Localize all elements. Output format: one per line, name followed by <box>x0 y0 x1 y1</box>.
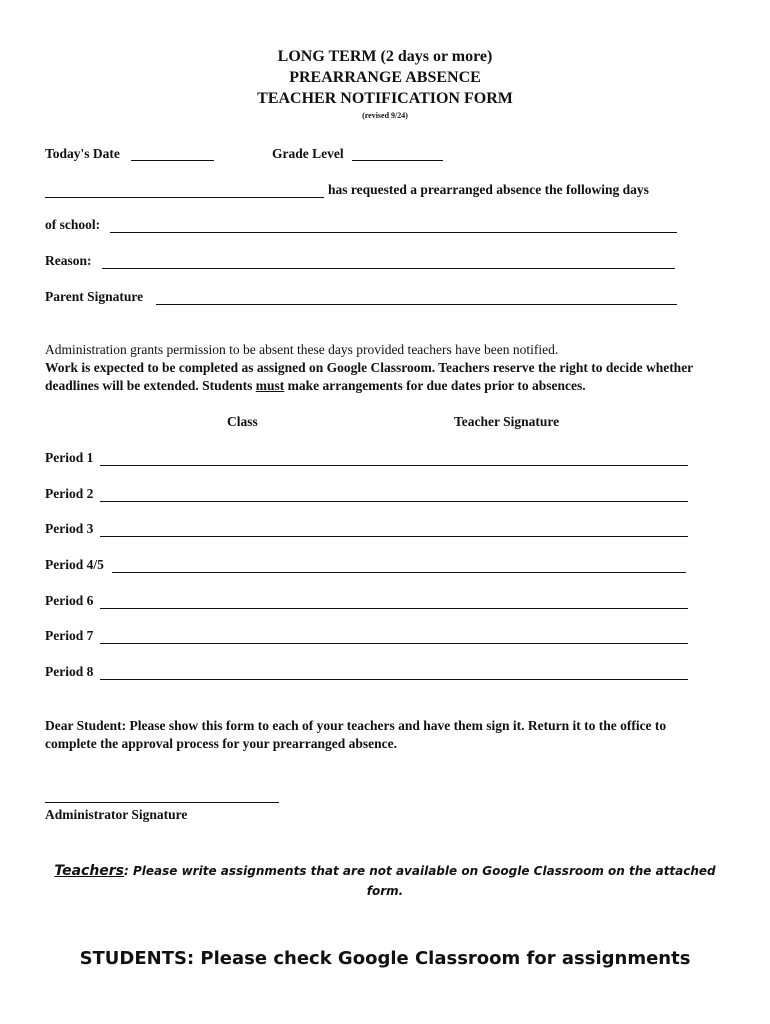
parent-signature-label: Parent Signature <box>45 289 144 304</box>
period-line[interactable] <box>100 501 688 502</box>
form-title-line2: PREARRANGE ABSENCE <box>289 69 481 86</box>
student-name-line[interactable] <box>45 197 324 198</box>
teachers-label: Teachers <box>54 863 125 879</box>
grade-level-line[interactable] <box>352 160 443 161</box>
class-header: Class <box>227 414 258 429</box>
period-label: Period 4/5 <box>45 557 104 572</box>
work-text-a: Work is expected to be completed as assigned on Google Classroom. Teachers reserve the right to decide whether deadlines will be extended. Students <box>45 360 693 393</box>
grade-level-label: Grade Level <box>272 146 344 161</box>
period-label: Period 3 <box>45 521 94 536</box>
admin-permission-text: Administration grants permission to be absent these days provided teachers have been notified. <box>45 342 559 357</box>
period-line[interactable] <box>100 465 688 466</box>
work-text-b: make arrangements for due dates prior to absences. <box>284 378 586 393</box>
reason-label: Reason: <box>45 253 92 268</box>
form-title-line1: LONG TERM (2 days or more) <box>277 48 493 65</box>
work-expectation-text <box>45 359 735 395</box>
form-title-line3: TEACHER NOTIFICATION FORM <box>257 90 513 107</box>
reason-line[interactable] <box>102 268 675 269</box>
students-banner: STUDENTS: Please check Google Classroom for assignments <box>79 948 691 969</box>
period-label: Period 8 <box>45 664 94 679</box>
admin-signature-line[interactable] <box>45 802 279 803</box>
period-line[interactable] <box>100 536 688 537</box>
revised-note: (revised 9/24) <box>362 111 408 120</box>
period-label: Period 7 <box>45 628 94 643</box>
teacher-signature-header: Teacher Signature <box>454 414 560 429</box>
days-line[interactable] <box>110 232 677 233</box>
dear-student-text: Dear Student: Please show this form to each of your teachers and have them sign it. Return it to the office to complete the approval process for your prearranged absence. <box>45 718 667 751</box>
must-word: must <box>255 378 285 393</box>
of-school-label: of school: <box>45 217 101 232</box>
todays-date-label: Today's Date <box>45 146 120 161</box>
todays-date-line[interactable] <box>131 160 214 161</box>
period-label: Period 6 <box>45 593 94 608</box>
period-line[interactable] <box>100 643 688 644</box>
admin-signature-label: Administrator Signature <box>45 807 188 822</box>
period-line[interactable] <box>112 572 686 573</box>
period-line[interactable] <box>100 679 688 680</box>
period-label: Period 1 <box>45 450 94 465</box>
parent-signature-line[interactable] <box>156 304 677 305</box>
teachers-note-text: : Please write assignments that are not available on Google Classroom on the attached form. <box>124 864 716 898</box>
period-label: Period 2 <box>45 486 94 501</box>
period-line[interactable] <box>100 608 688 609</box>
teachers-note <box>40 861 730 901</box>
request-text: has requested a prearranged absence the following days <box>328 182 649 197</box>
